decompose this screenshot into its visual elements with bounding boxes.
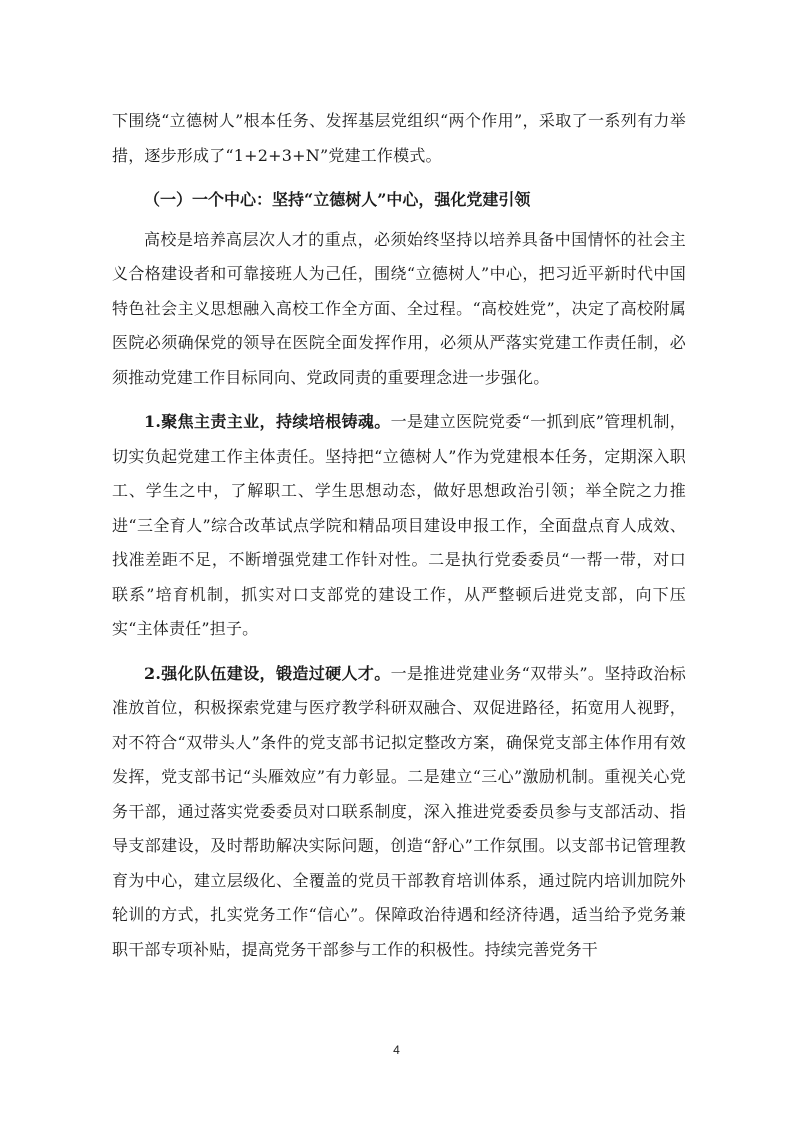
- spacer: [112, 173, 686, 183]
- item-2-lead: 2.强化队伍建设，锻造过硬人才。: [144, 663, 391, 683]
- page-body: [112, 104, 686, 967]
- item-1-lead: 1.聚焦主责主业，持续培根铸魂。: [144, 412, 391, 431]
- item-2-body: 一是推进党建业务“双带头”。坚持政治标准放首位，积极探索党建与医疗教学科研双融合、双促进路径，拓宽用人视野，对不符合“双带头人”条件的党支部书记拟定整改方案，确保党支部主体作用有效发挥，党支部书记“头雁效应”有力彰显。二是建立“三心”激励机制。重视关心党务干部，通过落实党委委员对口联系制度，深入推进党委委员参与支部活动、指导支部建设，及时帮助解决实际问题，创造“舒心”工作氛围。以支部书记管理教育为中心，建立层级化、全覆盖的党员干部教育培训体系，通过院内培训加院外轮训的方式，扎实党务工作“信心”。保障政治待遇和经济待遇，适当给予党务兼职干部专项补贴，提高党务干部参与工作的积极性。持续完善党务干: [112, 663, 686, 959]
- spacer: [112, 395, 686, 405]
- intro-paragraph: 下围绕“立德树人”根本任务、发挥基层党组织“两个作用”，采取了一系列有力举措，逐步形成了“1+2+3+N”党建工作模式。: [112, 111, 686, 165]
- section-heading: （一）一个中心：坚持“立德树人”中心，强化党建引领: [144, 190, 531, 209]
- section-paragraph: 高校是培养高层次人才的重点，必须始终坚持以培养具备中国情怀的社会主义合格建设者和可靠接班人为己任，围绕“立德树人”中心，把习近平新时代中国特色社会主义思想融入高校工作全方面、全过程。“高校姓党”，决定了高校附属医院必须确保党的领导在医院全面发挥作用，必须从严落实党建工作责任制，必须推动党建工作目标同向、党政同责的重要理念进一步强化。: [112, 229, 686, 387]
- item-2-paragraph: [112, 657, 686, 968]
- item-1-body: 一是建立医院党委“一抓到底”管理机制，切实负起党建工作主体责任。坚持把“立德树人”作为党建根本任务，定期深入职工、学生之中，了解职工、学生思想动态，做好思想政治引领；举全院之力推进“三全育人”综合改革试点学院和精品项目建设申报工作，全面盘点育人成效、找准差距不足，不断增强党建工作针对性。二是执行党委委员“一帮一带，对口联系”培育机制，抓实对口支部党的建设工作，从严整顿后进党支部，向下压实“主体责任”担子。: [112, 412, 686, 638]
- spacer: [112, 647, 686, 657]
- item-1-paragraph: [112, 405, 686, 647]
- page-number: 4: [393, 1043, 400, 1057]
